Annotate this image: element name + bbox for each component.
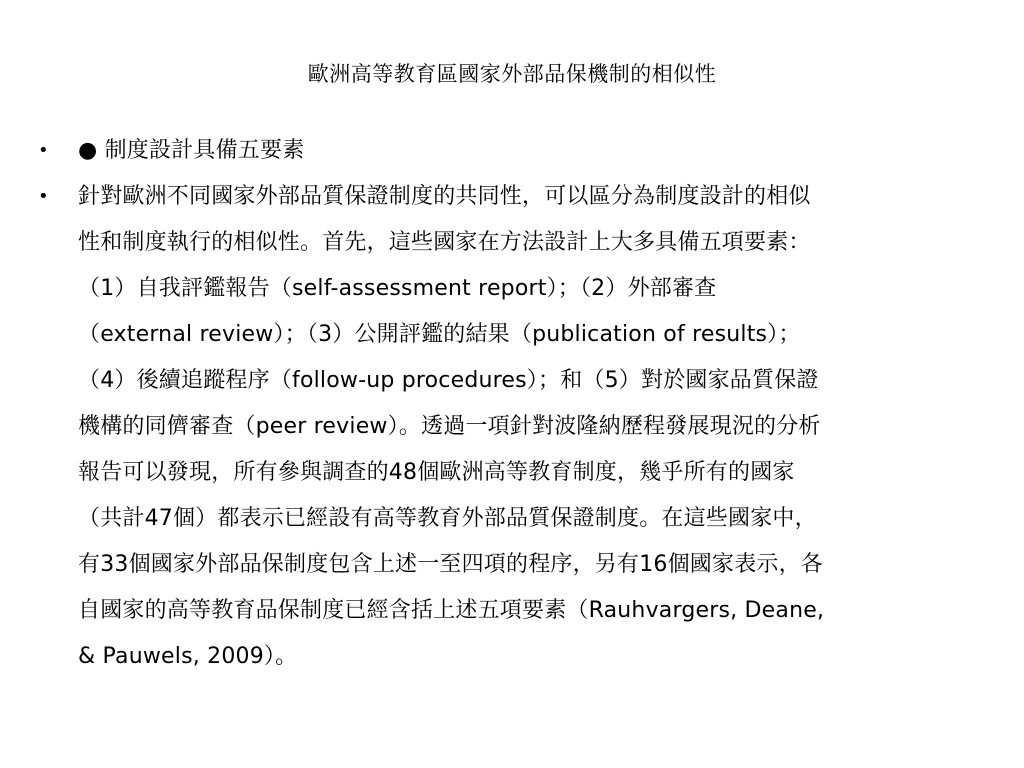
text-line: 自國家的高等教育品保制度已經含括上述五項要素（Rauhvargers, Deane, — [78, 598, 825, 623]
text-line: 針對歐洲不同國家外部品質保證制度的共同性，可以區分為制度設計的相似 — [78, 184, 811, 209]
text-line: 有33個國家外部品保制度包含上述一至四項的程序，另有16個國家表示，各 — [78, 552, 823, 577]
text-line: 機構的同儕審查（peer review）。透過一項針對波隆納歷程發展現況的分析 — [78, 414, 821, 439]
text-line: ● 制度設計具備五要素 — [78, 138, 305, 163]
text-line: （4）後續追蹤程序（follow-up procedures）；和（5）對於國家品質保證 — [78, 368, 819, 393]
bullet-icon: • — [38, 186, 49, 207]
slide-title: 歐洲高等教育區國家外部品保機制的相似性 — [307, 62, 717, 86]
text-line: （1）自我評鑑報告（self-assessment report）；（2）外部審查 — [78, 276, 717, 301]
text-line: 報告可以發現，所有參與調查的48個歐洲高等教育制度，幾乎所有的國家 — [78, 460, 795, 485]
text-line: （共計47個）都表示已經設有高等教育外部品質保證制度。在這些國家中， — [78, 506, 817, 531]
bullet-list — [36, 128, 956, 680]
bullet-text — [78, 128, 956, 174]
bullet-text — [78, 174, 956, 680]
text-line: & Pauwels, 2009）。 — [78, 644, 298, 669]
bullet-item-2 — [36, 174, 956, 680]
bullet-icon: • — [38, 140, 49, 161]
text-line: 性和制度執行的相似性。首先，這些國家在方法設計上大多具備五項要素： — [78, 230, 811, 255]
bullet-item-1 — [36, 128, 956, 174]
text-line: （external review）；（3）公開評鑑的結果（publication of results）； — [78, 322, 801, 347]
